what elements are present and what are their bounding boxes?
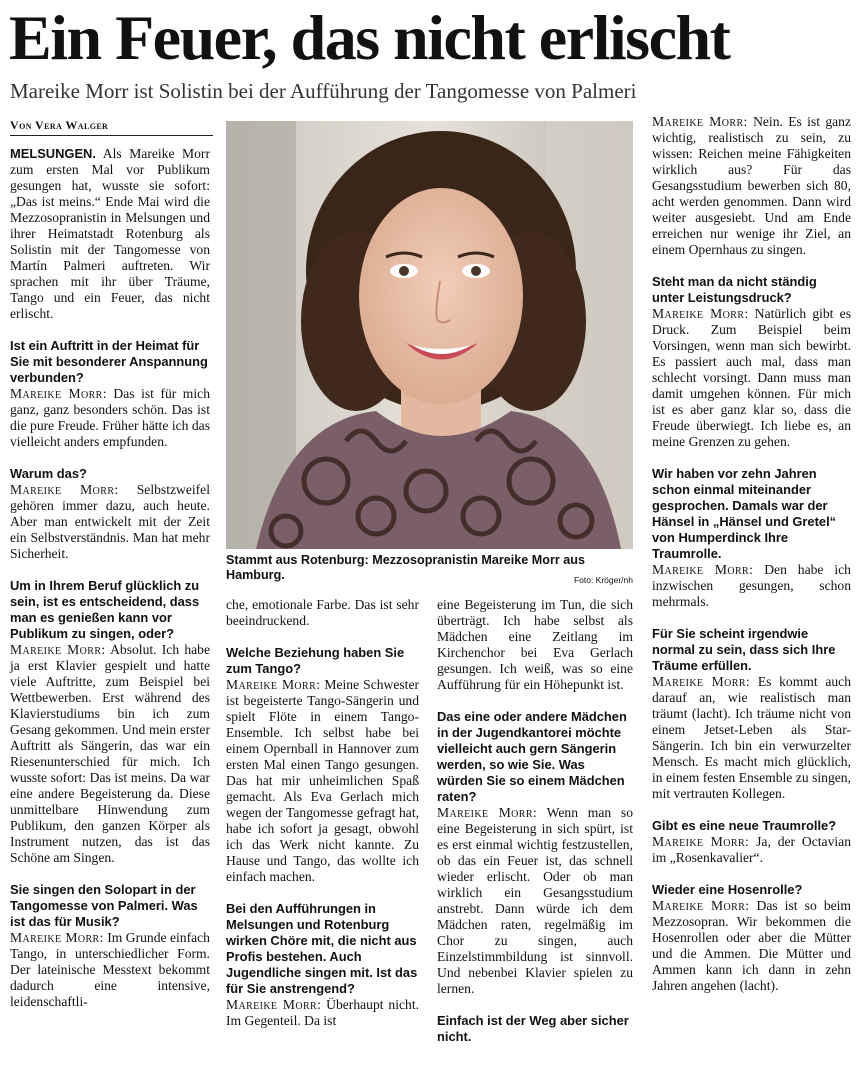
speaker: Mareike Morr: (10, 482, 119, 497)
speaker: Mareike Morr: (226, 997, 322, 1012)
question: Bei den Aufführungen in Melsungen und Rotenburg wirken Chöre mit, die nicht aus Profis bestehen. Auch Jugendliche singen mit. Ist das für Sie anstrengend? (226, 901, 418, 996)
byline: Von Vera Walger (10, 118, 213, 136)
speaker: Mareike Morr: (226, 677, 321, 692)
answer: Mareike Morr: Es kommt auch darauf an, wie realistisch man träumt (lacht). Ich träume nicht von einem Jetset-Leben als Star-Sängerin. Ich bin ein verwurzelter Mensch. Es macht mich glücklich, in einem festen Ensemble zu singen, mit vertrauten Kollegen. (652, 674, 851, 801)
speaker: Mareike Morr: (10, 930, 104, 945)
answer: Mareike Morr: Das ist für mich ganz, ganz besonders schön. Das ist die pure Freude. Früher hätte ich das vielleicht anders empfunden. (10, 386, 210, 449)
portrait-photo (226, 121, 633, 549)
speaker: Mareike Morr: (10, 642, 106, 657)
answer: Mareike Morr: Wenn man so eine Begeisterung in sich spürt, ist es erst einmal wichtig festzustellen, ob das ein Feuer ist, das schnell wieder erlischt. Oder ob man wirklich ein Gesangsstudium anstrebt. Dann würde ich dem Mädchen raten, regelmäßig im Chor zu singen, auch Einzelstimmbildung ist sinnvoll. Und nebenbei Klavier spielen zu lernen. (437, 805, 633, 996)
question: Warum das? (10, 466, 87, 481)
answer: Mareike Morr: Das ist so beim Mezzosopran. Wir bekommen die Hosenrollen oder aber die Mütter und die Ammen. Die Mütter und Ammen kann ich dann in zehn Jahren angehen (lacht). (652, 898, 851, 993)
article-headline: Ein Feuer, das nicht erlischt (9, 2, 730, 73)
photo-caption: Stammt aus Rotenburg: Mezzosopranistin Mareike Morr aus Hamburg. (226, 553, 585, 582)
speaker: Mareike Morr: (437, 805, 538, 820)
article-subheadline: Mareike Morr ist Solistin bei der Aufführung der Tangomesse von Palmeri (10, 79, 637, 103)
question: Gibt es eine neue Traumrolle? (652, 818, 837, 833)
question: Wieder eine Hosenrolle? (652, 882, 803, 897)
article-column-3 (437, 597, 633, 1045)
speaker: Mareike Morr: (652, 114, 748, 129)
answer: Mareike Morr: Meine Schwester ist begeisterte Tango-Sängerin und spielt Flöte in einem Tango-Ensemble. Ich selbst habe bei einem Opernball in Hannover zum ersten Mal einen Tango gesungen. Das hat mir unheimlichen Spaß gemacht. Als Eva Gerlach mich wegen der Tangomesse gefragt hat, habe ich sofort ja gesagt, obwohl ich das Werk nicht kannte. Zu Hause und Tango, das wollte ich einfach machen. (226, 677, 420, 884)
question: Sie singen den Solopart in der Tangomesse von Palmeri. Was ist das für Musik? (10, 882, 198, 929)
answer: Mareike Morr: Ja, der Octavian im „Rosenkavalier“. (652, 834, 851, 865)
article-column-1 (10, 146, 210, 1010)
article-column-4 (652, 114, 851, 994)
answer: Mareike Morr: Überhaupt nicht. Im Gegenteil. Da ist (226, 997, 419, 1028)
portrait-illustration (226, 121, 633, 549)
question: Für Sie scheint irgendwie normal zu sein, dass sich Ihre Träume erfüllen. (652, 626, 836, 673)
answer: Mareike Morr: Selbstzweifel gehören immer dazu, auch heute. Aber man entwickelt mit der Zeit ein Selbstverständnis. Man hat mehr Sicherheit. (10, 482, 210, 561)
answer: Mareike Morr: Den habe ich inzwischen gesungen, schon mehrmals. (652, 562, 851, 609)
answer-continuation: che, emotionale Farbe. Das ist sehr beeindruckend. (226, 597, 419, 628)
answer: Mareike Morr: Natürlich gibt es Druck. Zum Beispiel beim Vorsingen, wenn man sich bewirbt. Es passiert auch mal, dass man schlecht vorsingt. Dann muss man damit umgehen können. Für mich ist es aber ganz klar so, dass die Freude überwiegt. Ich liebe es, an meine Grenzen zu gehen. (652, 306, 851, 449)
speaker: Mareike Morr: (652, 898, 750, 913)
question: Steht man da nicht ständig unter Leistungsdruck? (652, 274, 817, 305)
photo-credit: Foto: Kröger/nh (573, 575, 633, 585)
answer: Mareike Morr: Absolut. Ich habe ja erst Klavier gespielt und hatte viele Auftritte, zum Beispiel bei Wettbewerben. Erst während des Klavierstudiums bin ich zum Gesang gekommen. Und mein erster Auftritt als Sängerin, das war ein Riesenunterschied für mich. Ich wusste sofort: Das ist meins. Da war eine andere Begeisterung da. Diese unmittelbare Hinwendung zum Publikum, den ganzen Körper als Instrument nutzen, das ist das Schöne am Singen. (10, 642, 211, 865)
speaker: Mareike Morr: (652, 834, 750, 849)
question: Wir haben vor zehn Jahren schon einmal miteinander gesprochen. Damals war der Hänsel in „Hänsel und Gretel“ von Humperdinck Ihre Traumrolle. (652, 466, 837, 561)
question: Ist ein Auftritt in der Heimat für Sie mit besonderer Anspannung verbunden? (10, 338, 208, 385)
question: Um in Ihrem Beruf glücklich zu sein, ist es entscheidend, dass man es genießen kann vor Publikum zu singen, oder? (10, 578, 200, 641)
question: Einfach ist der Weg aber sicher nicht. (437, 1013, 629, 1044)
speaker: Mareike Morr: (10, 386, 107, 401)
answer: Mareike Morr: Nein. Es ist ganz wichtig, realistisch zu sein, zu wissen: Reichen meine Fähigkeiten wirklich aus? Für das Gesangsstudium bewerben sich 80, acht werden genommen. Dann wird weiter ausgesiebt. Und am Ende erreichen nur wenige ihr Ziel, an einem Opernhaus zu singen. (652, 114, 851, 257)
answer: Mareike Morr: Im Grunde einfach Tango, in unterschiedlicher Form. Der lateinische Messtext bekommt dadurch eine intensive, leidenschaftli- (10, 930, 210, 1009)
speaker: Mareike Morr: (652, 562, 754, 577)
speaker: Mareike Morr: (652, 306, 749, 321)
answer-continuation: eine Begeisterung im Tun, die sich überträgt. Ich habe selbst als Mädchen eine Zeitlang im Kirchenchor bei Eva Gerlach gesungen. Ich weiß, was so eine Aufführung für ein Höhepunkt ist. (437, 597, 633, 692)
question: Welche Beziehung haben Sie zum Tango? (226, 645, 405, 676)
speaker: Mareike Morr: (652, 674, 751, 689)
dateline: MELSUNGEN. (10, 146, 96, 161)
article-column-2 (226, 597, 419, 1029)
question: Das eine oder andere Mädchen in der Jugendkantorei möchte vielleicht auch gern Sängerin werden, so wie Sie. Was würden Sie so einem Mädchen raten? (437, 709, 627, 804)
intro-paragraph: MELSUNGEN. Als Mareike Morr zum ersten Mal vor Publikum gesungen hat, wusste sie sofort: „Das ist meins.“ Ende Mai wird die Mezzosopranistin in Melsungen und ihrer Heimatstadt Rotenburg als Solistin mit der Tangomesse von Martín Palmeri auftreten. Wir sprachen mit ihr über Träume, Tango und ein Feuer, das nicht erlischt. (10, 146, 210, 321)
